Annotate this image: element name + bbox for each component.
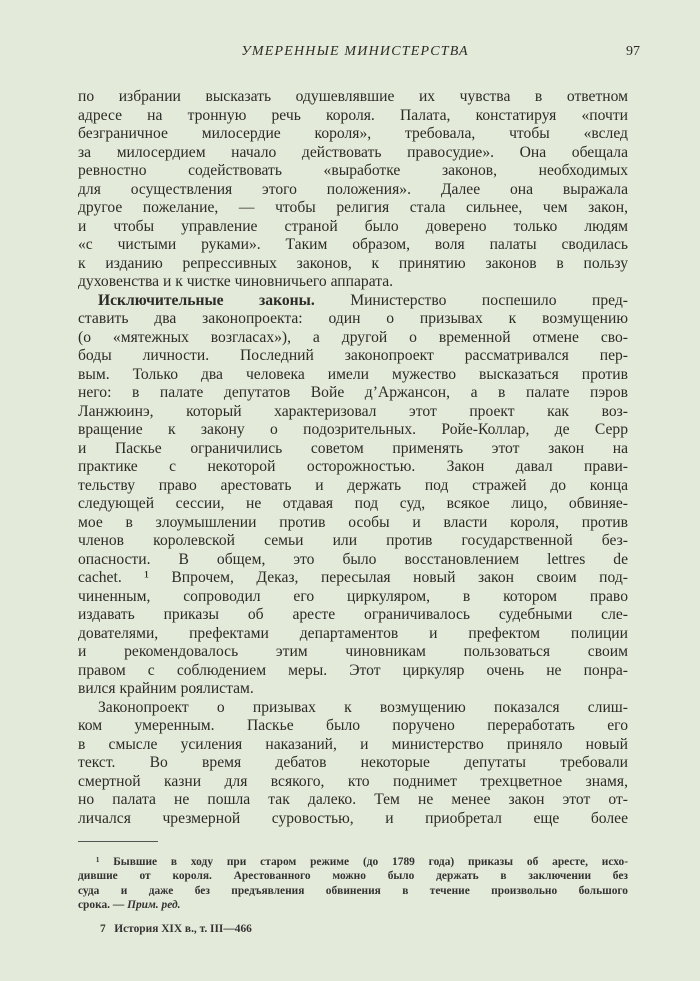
footnote-text: дившие от короля. Арестованного можно было держать в заключении без (78, 870, 628, 883)
text-line: ком умеренным. Паскье было поручено переработать его (78, 717, 628, 734)
text-line: «с чистыми руками». Таким образом, воля палаты сводилась (78, 236, 628, 253)
text-line: вращение к закону о подозрительных. Ройе-Коллар, де Серр (78, 421, 628, 438)
footnote-line (78, 898, 628, 912)
text-line: правом с соблюдением меры. Этот циркуляр очень не понра- (78, 661, 628, 679)
footnote-divider (78, 841, 158, 842)
text-run: Министерство поспешило пред- (314, 291, 628, 309)
footnote-text: суда и даже без предъявления обвинения в течение произвольно большого (78, 884, 628, 897)
text-line: следующей сессии, не отдавая под суд, всякое лицо, обвиняе- (78, 495, 628, 512)
text-line: и чтобы управление страной было доверено только людям (78, 217, 628, 235)
text-line: опасности. В общем, это было восстановлением lettres de (78, 550, 628, 568)
text-line: членов королевской семьи или против государственной без- (78, 532, 628, 549)
text-line: смертной казни для всякого, кто поднимет трехцветное знамя, (78, 772, 628, 790)
footnote-line (78, 869, 628, 883)
text-line: другое пожелание, — чтобы религия стала сильнее, чем закон, (78, 199, 628, 216)
text-line: cachet. ¹ Впрочем, Деказ, пересылая новый закон своим под- (78, 569, 628, 586)
text-line (98, 292, 628, 310)
text-line: Ланжюинэ, который характеризовал этот проект как воз- (78, 402, 628, 420)
text-line: к изданию репрессивных законов, к принятию законов в пользу (78, 254, 628, 272)
text-line: и рекомендовалось этим чиновникам пользоваться своим (78, 643, 628, 660)
text-line: в смысле усиления наказаний, и министерство приняло новый (78, 735, 628, 753)
text-line: него: в палате депутатов Войе д’Аржансон, а в палате пэров (78, 384, 628, 401)
footnote-text: срока. — (78, 898, 128, 911)
text-line: ставить два законопроекта: один о призывах к возмущению (78, 310, 628, 327)
text-line: личался чрезмерной суровостью, и приобретал еще более (78, 809, 628, 827)
printer-signature: 7 История XIX в., т. III—466 (100, 923, 252, 935)
text-line: вился крайним роялистам. (78, 680, 254, 697)
text-line: за милосердием начало действовать правосудие». Она обещала (78, 143, 628, 161)
footnote-line (96, 855, 628, 869)
text-line: безграничное милосердие короля», требовала, чтобы «вслед (78, 125, 628, 142)
text-line: для осуществления этого положения». Далее она выражала (78, 180, 628, 198)
text-line: боды личности. Последний законопроект рассматривался пер- (78, 347, 628, 364)
text-line: дователями, префектами департаментов и префектом полиции (78, 624, 628, 642)
text-line: (о «мятежных возгласах»), а другой о временной отмене сво- (78, 328, 628, 346)
editor-note-attribution: Прим. ред. (127, 898, 181, 911)
page-number: 97 (626, 44, 640, 59)
text-line: текст. Во время дебатов некоторые депутаты требовали (78, 754, 628, 771)
text-line: адресе на тронную речь короля. Палата, констатируя «почти (78, 106, 628, 124)
text-line: но палата не пошла так далеко. Тем не менее закон этот от- (78, 791, 628, 808)
text-line: тельству право арестовать и держать под стражей до конца (78, 476, 628, 494)
running-header (0, 44, 700, 64)
text-line: чиненным, сопроводил его циркуляром, в котором право (78, 587, 628, 605)
text-line: по избрании высказать одушевлявшие их чувства в ответном (78, 88, 628, 105)
text-line: вым. Только два человека имели мужество высказаться против (78, 365, 628, 383)
footnote-line (78, 884, 628, 898)
footnote-text: ¹ Бывшие в ходу при старом режиме (до 1789 года) приказы об аресте, исхо- (96, 856, 628, 868)
text-line: издавать приказы об аресте ограничивалось судебными сле- (78, 606, 628, 623)
text-line: мое в злоумышлении против особы и власти короля, против (78, 513, 628, 531)
text-line: ревностно содействовать «выработке законов, необходимых (78, 162, 628, 179)
text-line: и Паскье ограничились советом применять этот закон на (78, 439, 628, 457)
text-line: практике с некоторой осторожностью. Закон давал прави- (78, 458, 628, 475)
text-line: духовенства и к чистке чиновничьего аппарата. (78, 273, 394, 290)
section-heading: Исключительные законы. (98, 291, 315, 309)
text-line: Законопроект о призывах к возмущению показался слиш- (98, 698, 628, 716)
running-title: УМЕРЕННЫЕ МИНИСТЕРСТВА (241, 44, 469, 59)
